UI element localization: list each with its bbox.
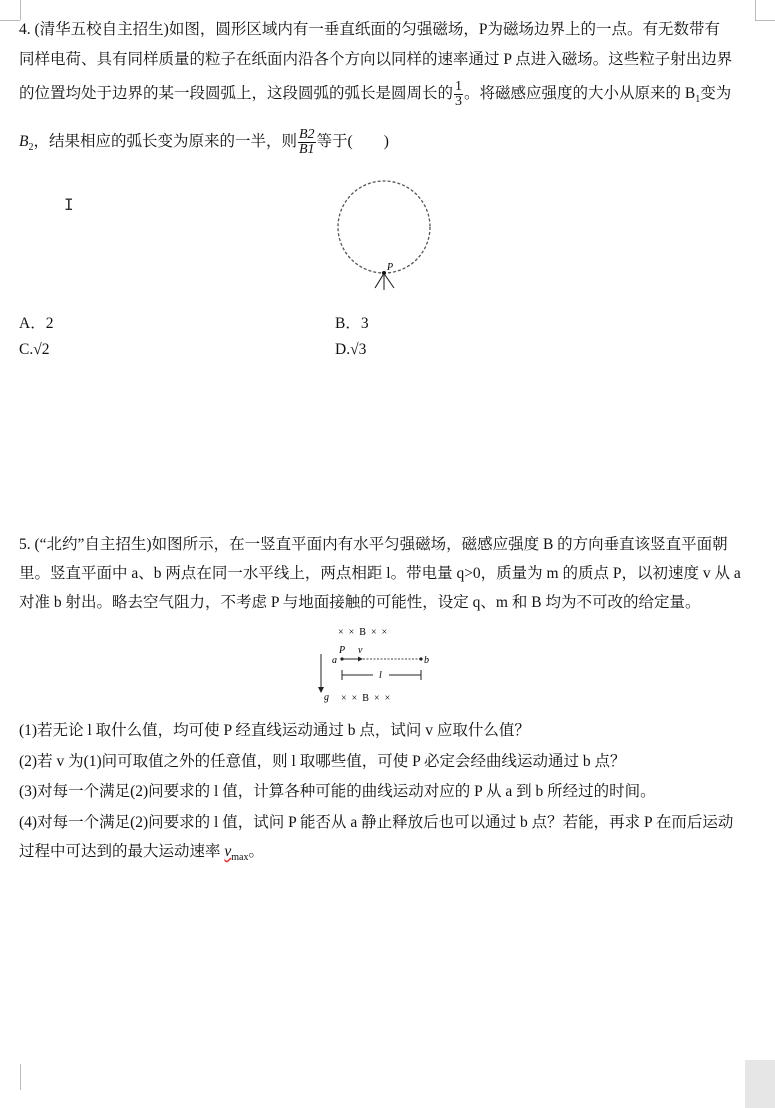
q5-sub1: (1)若无论 l 取什么值，均可使 P 经直线运动通过 b 点，试问 v 应取什么值？ [19,722,530,739]
arrow [375,275,383,288]
denominator: 3 [455,94,463,109]
field-boundary [338,181,430,273]
label-p: P [387,262,394,273]
magnetic-field-figure [300,615,460,710]
text: 等于( ) [316,133,389,151]
q5-line3: 对准 b 射出。略去空气阻力，不考虑 P 与地面接触的可能性，设定 q、m 和 B 均为不可改的给定量。 [19,594,701,611]
label-b: b [424,655,429,666]
corner-mark [0,20,20,21]
vmax [224,843,249,864]
field-row-top: × × B × × [338,627,388,638]
label-v: v [358,645,363,656]
text-cursor-icon: I [64,195,74,214]
label-p: P [339,645,346,656]
text: 变为 [700,85,732,103]
q5-sub3: (3)对每一个满足(2)问要求的 l 值，计算各种可能的曲线运动对应的 P 从 a 到 b 所经过的时间。 [19,783,656,800]
q5-sub4-cont [19,839,264,863]
numerator: 1 [455,79,463,94]
q5-sub2: (2)若 v 为(1)问可取值之外的任意值，则 l 取哪些值，可使 P 必定会经曲线运动通过 b 点？ [19,753,626,770]
corner-mark [0,1064,21,1090]
subscript: 2 [28,142,34,154]
numerator: B2 [298,127,315,142]
subscript: max [231,852,249,864]
q5-line1: 5. (“北约”自主招生)如图所示，在一竖直平面内有水平匀强磁场，磁感应强度 B 的方向垂直该竖直平面朝 [19,536,728,553]
point-p [382,271,386,275]
q4-line2: 同样电荷、具有同样质量的粒子在纸面内沿各个方向以同样的速率通过 P 点进入磁场。这些粒子射出边界 [19,51,733,68]
q4-line1: 4. (清华五校自主招生)如图，圆形区域内有一垂直纸面的匀强磁场，P为磁场边界上的一点。有无数带有 [19,21,720,38]
corner-mark [755,0,775,21]
option-d: D.√3 [335,341,367,358]
q5-sub4: (4)对每一个满足(2)问要求的 l 值，试问 P 能否从 a 静止释放后也可以通过 b 点？若能，再求 P 在而后运动 [19,814,734,831]
arrow [385,275,394,288]
ratio-fraction [298,128,316,157]
q4-line3 [19,80,731,109]
text: 。 [248,843,265,860]
label-l: l [379,670,382,681]
label-g: g [324,692,329,703]
label-a: a [332,655,337,666]
text: 过程中可达到的最大运动速率 [19,843,225,860]
denominator: B1 [298,142,315,157]
option-b: B．3 [335,315,369,332]
text: B [19,133,29,151]
q5-line2: 里。竖直平面中 a、b 两点在同一水平线上，两点相距 l。带电量 q>0，质量为 m 的质点 P，以初速度 v 从 a [19,565,741,582]
option-c: C.√2 [19,341,50,358]
fraction [454,80,463,109]
point-b [419,657,422,660]
text: ，结果相应的弧长变为原来的一半，则 [33,133,297,151]
arrowhead [358,657,363,662]
field-row-bottom: × × B × × [341,693,391,704]
v: v [224,843,232,860]
text: 的位置均处于边界的某一段圆弧上，这段圆弧的弧长是圆周长的 [19,85,454,103]
circle-field-figure [330,178,440,298]
text: 。将磁感应强度的大小从原来的 B [464,85,696,103]
q4-line4 [19,128,389,157]
scroll-area [745,1060,775,1108]
subscript: 1 [695,94,701,106]
option-a: A．2 [19,315,54,332]
